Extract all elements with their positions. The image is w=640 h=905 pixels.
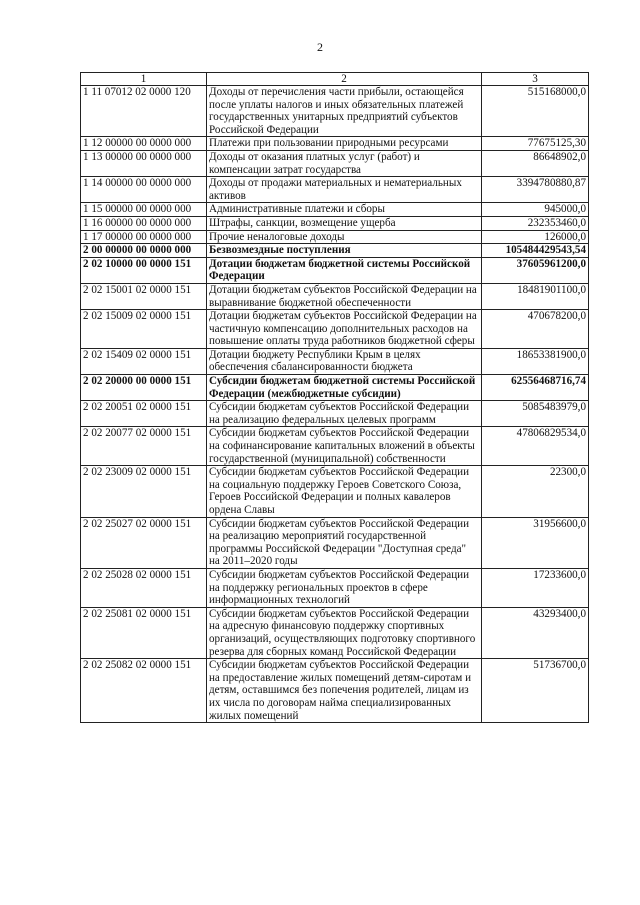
budget-code-cell: 1 16 00000 00 0000 000 bbox=[81, 216, 207, 230]
budget-code-cell: 2 02 20077 02 0000 151 bbox=[81, 427, 207, 466]
table-row bbox=[81, 348, 589, 374]
revenue-name-cell: Безвозмездные поступления bbox=[207, 244, 482, 258]
amount-cell: 47806829534,0 bbox=[482, 427, 589, 466]
budget-code-cell: 2 02 25081 02 0000 151 bbox=[81, 607, 207, 658]
amount-cell: 470678200,0 bbox=[482, 310, 589, 349]
amount-cell: 37605961200,0 bbox=[482, 257, 589, 283]
table-row bbox=[81, 607, 589, 658]
table-row bbox=[81, 517, 589, 568]
budget-code-cell: 2 02 15009 02 0000 151 bbox=[81, 310, 207, 349]
revenue-name-cell: Дотации бюджетам бюджетной системы Российской Федерации bbox=[207, 257, 482, 283]
amount-cell: 18481901100,0 bbox=[482, 283, 589, 309]
budget-code-cell: 2 02 25027 02 0000 151 bbox=[81, 517, 207, 568]
revenue-name-cell: Платежи при пользовании природными ресурсами bbox=[207, 137, 482, 151]
amount-cell: 43293400,0 bbox=[482, 607, 589, 658]
amount-cell: 62556468716,74 bbox=[482, 375, 589, 401]
revenue-name-cell: Субсидии бюджетам бюджетной системы Российской Федерации (межбюджетные субсидии) bbox=[207, 375, 482, 401]
amount-cell: 232353460,0 bbox=[482, 216, 589, 230]
revenue-name-cell: Дотации бюджетам субъектов Российской Федерации на частичную компенсацию дополнительных расходов на повышение оплаты труда работников бюджетной сферы bbox=[207, 310, 482, 349]
budget-code-cell: 2 02 10000 00 0000 151 bbox=[81, 257, 207, 283]
table-row bbox=[81, 216, 589, 230]
budget-code-cell: 2 02 25082 02 0000 151 bbox=[81, 659, 207, 723]
revenue-name-cell: Субсидии бюджетам субъектов Российской Федерации на софинансирование капитальных вложений в объекты государственной (муниципальной) собственности bbox=[207, 427, 482, 466]
budget-code-cell: 2 02 20051 02 0000 151 bbox=[81, 401, 207, 427]
budget-code-cell: 2 02 25028 02 0000 151 bbox=[81, 568, 207, 607]
table-row bbox=[81, 86, 589, 137]
amount-cell: 126000,0 bbox=[482, 230, 589, 244]
budget-code-cell: 1 14 00000 00 0000 000 bbox=[81, 177, 207, 203]
revenue-name-cell: Административные платежи и сборы bbox=[207, 203, 482, 217]
amount-cell: 515168000,0 bbox=[482, 86, 589, 137]
revenue-name-cell: Субсидии бюджетам субъектов Российской Федерации на социальную поддержку Героев Советского Союза, Героев Российской Федерации и полных кавалеров ордена Славы bbox=[207, 466, 482, 517]
table-row bbox=[81, 283, 589, 309]
table-row bbox=[81, 568, 589, 607]
amount-cell: 51736700,0 bbox=[482, 659, 589, 723]
column-header-code: 1 bbox=[81, 73, 207, 86]
column-header-name: 2 bbox=[207, 73, 482, 86]
revenue-name-cell: Субсидии бюджетам субъектов Российской Федерации на реализацию мероприятий государственной программы Российской Федерации "Доступная среда" на 2011–2020 годы bbox=[207, 517, 482, 568]
amount-cell: 31956600,0 bbox=[482, 517, 589, 568]
revenue-name-cell: Субсидии бюджетам субъектов Российской Федерации на реализацию федеральных целевых программ bbox=[207, 401, 482, 427]
table-row bbox=[81, 659, 589, 723]
budget-revenue-table bbox=[80, 72, 589, 723]
budget-code-cell: 1 11 07012 02 0000 120 bbox=[81, 86, 207, 137]
revenue-name-cell: Субсидии бюджетам субъектов Российской Федерации на поддержку региональных проектов в сфере информационных технологий bbox=[207, 568, 482, 607]
table-row bbox=[81, 137, 589, 151]
amount-cell: 77675125,30 bbox=[482, 137, 589, 151]
budget-code-cell: 2 02 20000 00 0000 151 bbox=[81, 375, 207, 401]
budget-code-cell: 1 12 00000 00 0000 000 bbox=[81, 137, 207, 151]
table-row bbox=[81, 257, 589, 283]
table-row bbox=[81, 177, 589, 203]
revenue-name-cell: Доходы от продажи материальных и нематериальных активов bbox=[207, 177, 482, 203]
table-row bbox=[81, 203, 589, 217]
budget-code-cell: 2 02 23009 02 0000 151 bbox=[81, 466, 207, 517]
budget-code-cell: 1 15 00000 00 0000 000 bbox=[81, 203, 207, 217]
table-row bbox=[81, 310, 589, 349]
table-row bbox=[81, 244, 589, 258]
amount-cell: 18653381900,0 bbox=[482, 348, 589, 374]
revenue-name-cell: Прочие неналоговые доходы bbox=[207, 230, 482, 244]
revenue-name-cell: Штрафы, санкции, возмещение ущерба bbox=[207, 216, 482, 230]
table-row bbox=[81, 427, 589, 466]
budget-code-cell: 1 17 00000 00 0000 000 bbox=[81, 230, 207, 244]
revenue-name-cell: Дотации бюджету Республики Крым в целях обеспечения сбалансированности бюджета bbox=[207, 348, 482, 374]
page-number: 2 bbox=[317, 40, 323, 54]
revenue-name-cell: Субсидии бюджетам субъектов Российской Федерации на адресную финансовую поддержку спортивных организаций, осуществляющих подготовку спортивного резерва для сборных команд Российской Федерации bbox=[207, 607, 482, 658]
amount-cell: 17233600,0 bbox=[482, 568, 589, 607]
revenue-name-cell: Дотации бюджетам субъектов Российской Федерации на выравнивание бюджетной обеспеченности bbox=[207, 283, 482, 309]
amount-cell: 86648902,0 bbox=[482, 150, 589, 176]
table-row bbox=[81, 466, 589, 517]
revenue-name-cell: Доходы от оказания платных услуг (работ) и компенсации затрат государства bbox=[207, 150, 482, 176]
amount-cell: 105484429543,54 bbox=[482, 244, 589, 258]
budget-code-cell: 2 00 00000 00 0000 000 bbox=[81, 244, 207, 258]
table-row bbox=[81, 150, 589, 176]
table-row bbox=[81, 375, 589, 401]
budget-code-cell: 2 02 15001 02 0000 151 bbox=[81, 283, 207, 309]
revenue-name-cell: Субсидии бюджетам субъектов Российской Федерации на предоставление жилых помещений детям-сиротам и детям, оставшимся без попечения родителей, лицам из их числа по договорам найма специализированных жилых помещений bbox=[207, 659, 482, 723]
table-row bbox=[81, 230, 589, 244]
table-row bbox=[81, 401, 589, 427]
amount-cell: 3394780880,87 bbox=[482, 177, 589, 203]
budget-code-cell: 1 13 00000 00 0000 000 bbox=[81, 150, 207, 176]
column-header-amount: 3 bbox=[482, 73, 589, 86]
table-header-row bbox=[81, 73, 589, 86]
budget-code-cell: 2 02 15409 02 0000 151 bbox=[81, 348, 207, 374]
amount-cell: 22300,0 bbox=[482, 466, 589, 517]
revenue-name-cell: Доходы от перечисления части прибыли, остающейся после уплаты налогов и иных обязательных платежей государственных унитарных предприятий субъектов Российской Федерации bbox=[207, 86, 482, 137]
amount-cell: 5085483979,0 bbox=[482, 401, 589, 427]
amount-cell: 945000,0 bbox=[482, 203, 589, 217]
